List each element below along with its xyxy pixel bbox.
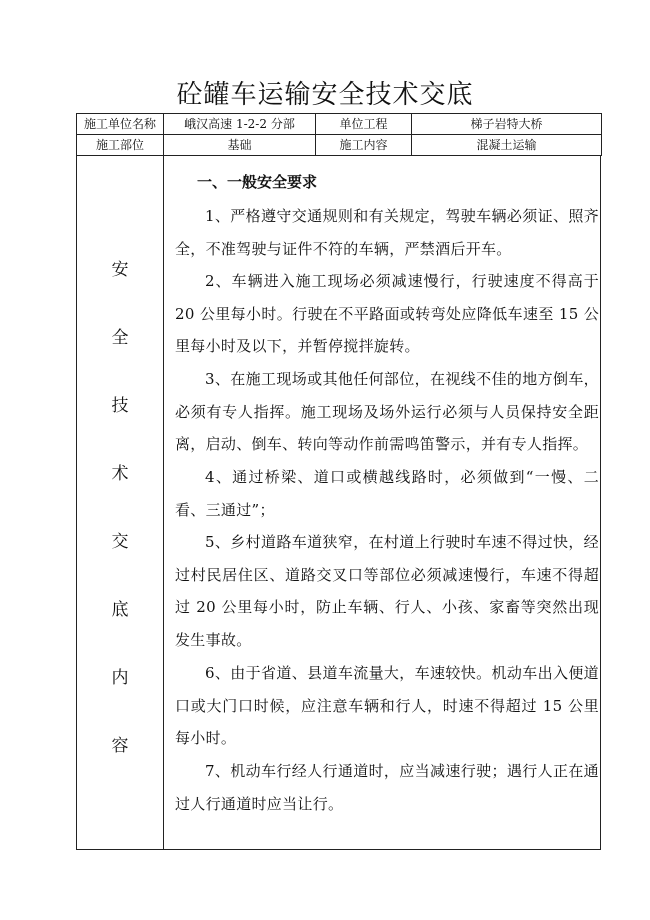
side-char: 交 bbox=[111, 532, 129, 552]
paragraph-7: 7、机动车行经人行通道时，应当减速行驶；遇行人正在通过人行通道时应当让行。 bbox=[175, 762, 599, 813]
paragraph-6: 6、由于省道、县道车流量大，车速较快。机动车出入便道口或大门口时候，应注意车辆和行人，时速不得超过 15 公里每小时。 bbox=[175, 664, 599, 747]
side-char: 底 bbox=[111, 600, 129, 620]
paragraph-3: 3、在施工现场或其他任何部位，在视线不佳的地方倒车，必须有专人指挥。施工现场及场外运行必须与人员保持安全距离，启动、倒车、转向等动作前需鸣笛警示，并有专人指挥。 bbox=[175, 370, 599, 453]
document-title: 砼罐车运输安全技术交底 bbox=[176, 80, 474, 110]
info-row-2 bbox=[77, 135, 602, 156]
paragraph-1: 1、严格遵守交通规则和有关规定，驾驶车辆必须证、照齐全，不准驾驶与证件不符的车辆，严禁酒后开车。 bbox=[175, 207, 599, 258]
value-construction-part: 基础 bbox=[164, 135, 316, 156]
side-char: 术 bbox=[111, 464, 129, 484]
side-char: 技 bbox=[111, 396, 129, 416]
section-heading: 一、一般安全要求 bbox=[197, 173, 318, 191]
value-unit-project: 梯子岩特大桥 bbox=[412, 114, 602, 135]
disclosure-body bbox=[76, 155, 601, 850]
label-construction-part: 施工部位 bbox=[77, 135, 164, 156]
side-char: 容 bbox=[111, 736, 129, 756]
side-char: 全 bbox=[111, 328, 129, 348]
value-construction-content: 混凝土运输 bbox=[412, 135, 602, 156]
label-construction-unit: 施工单位名称 bbox=[77, 114, 164, 135]
label-unit-project: 单位工程 bbox=[316, 114, 412, 135]
paragraph-5: 5、乡村道路车道狭窄，在村道上行驶时车速不得过快，经过村民居住区、道路交叉口等部位必须减速慢行，车速不得超过 20 公里每小时，防止车辆、行人、小孩、家畜等突然出现发生事故。 bbox=[175, 533, 599, 649]
label-construction-content: 施工内容 bbox=[316, 135, 412, 156]
side-char: 内 bbox=[111, 668, 129, 688]
info-row-1 bbox=[77, 114, 602, 135]
info-table bbox=[76, 113, 602, 156]
side-char: 安 bbox=[111, 260, 129, 280]
paragraph-2: 2、车辆进入施工现场必须减速慢行，行驶速度不得高于 20 公里每小时。行驶在不平路面或转弯处应降低车速至 15 公里每小时及以下，并暂停搅拌旋转。 bbox=[175, 272, 599, 355]
paragraph-4: 4、通过桥梁、道口或横越线路时，必须做到“一慢、二看、三通过”； bbox=[175, 468, 599, 519]
side-label-column bbox=[77, 155, 164, 849]
value-construction-unit: 峨汉高速 1-2-2 分部 bbox=[164, 114, 316, 135]
